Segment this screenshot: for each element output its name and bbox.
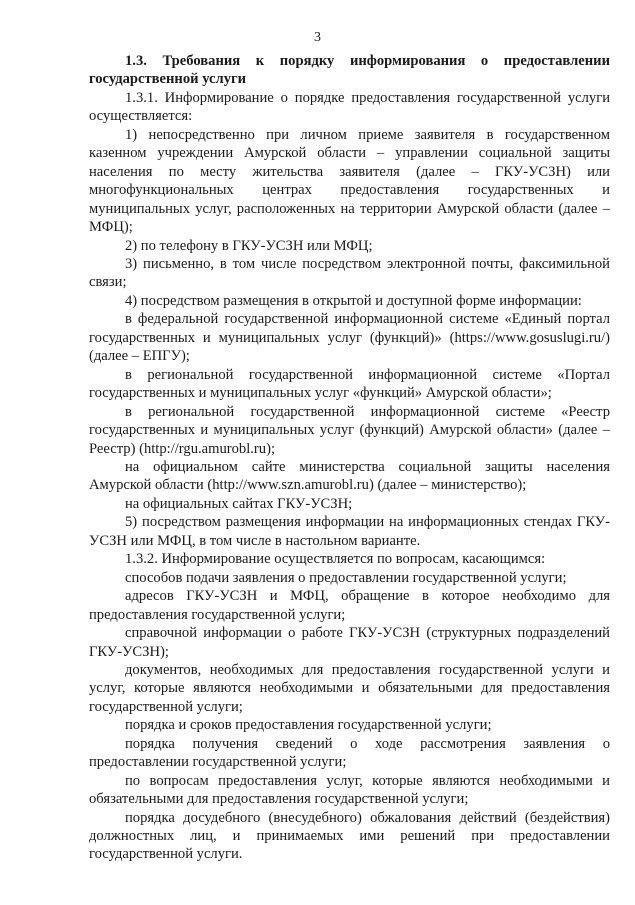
paragraph: 1.3.1. Информирование о порядке предоставления государственной услуги осуществляется: <box>89 89 610 125</box>
paragraph: 5) посредством размещения информации на информационных стендах ГКУ-УСЗН или МФЦ, в том числе в настольном варианте. <box>89 514 610 549</box>
paragraph: в региональной государственной информационной системе «Портал государственных и муниципальных услуг «функций» Амурской области»; <box>89 366 610 402</box>
paragraph: в региональной государственной информационной системе «Реестр государственных и муниципальных услуг (функций) Амурской области» (далее – Реестр) (http://rgu.amurobl.ru); <box>89 403 610 457</box>
paragraph: справочной информации о работе ГКУ-УСЗН (структурных подразделений ГКУ-УСЗН); <box>89 625 610 660</box>
paragraph: 4) посредством размещения в открытой и доступной форме информации: <box>125 292 582 309</box>
paragraph: 1) непосредственно при личном приеме заявителя в государственном казенном учреждении Амурской области – управлении социальной защиты населения по месту жительства заявителя (далее – ГКУ-УСЗН) или многофункциональных центрах предоставления государственных и муниципальных услуг, расположенных на территории Амурской области (далее – МФЦ); <box>89 126 610 236</box>
section-heading: 1.3. Требования к порядку информирования о предоставлении государственной услуги <box>89 53 610 88</box>
paragraph: порядка получения сведений о ходе рассмотрения заявления о предоставлении государственной услуги; <box>89 735 610 771</box>
paragraph: 1.3.2. Информирование осуществляется по вопросам, касающимся: <box>125 551 546 568</box>
document-body <box>89 52 610 864</box>
paragraph: документов, необходимых для предоставления государственной услуги и услуг, которые являются необходимыми и обязательными для предоставления государственной услуги; <box>89 661 610 715</box>
paragraph: способов подачи заявления о предоставлении государственной услуги; <box>125 569 567 586</box>
paragraph: в федеральной государственной информационной системе «Единый портал государственных и муниципальных услуг (функций)» (https://www.gosuslugi.ru/) (далее – ЕПГУ); <box>89 311 610 365</box>
page-number: 3 <box>314 30 321 45</box>
paragraph: 2) по телефону в ГКУ-УСЗН или МФЦ; <box>125 237 373 254</box>
paragraph: порядка и сроков предоставления государственной услуги; <box>125 717 492 734</box>
paragraph: на официальном сайте министерства социальной защиты населения Амурской области (http://www.szn.amurobl.ru) (далее – министерство); <box>89 458 610 494</box>
paragraph: 3) письменно, в том числе посредством электронной почты, факсимильной связи; <box>89 255 610 291</box>
paragraph: на официальных сайтах ГКУ-УСЗН; <box>125 495 353 512</box>
paragraph: адресов ГКУ-УСЗН и МФЦ, обращение в которое необходимо для предоставления государственной услуги; <box>89 588 610 623</box>
paragraph: порядка досудебного (внесудебного) обжалования действий (бездействия) должностных лиц, и принимаемых ими решений при предоставлении государственной услуги. <box>89 809 610 863</box>
paragraph: по вопросам предоставления услуг, которые являются необходимыми и обязательными для предоставления государственной услуги; <box>89 772 610 808</box>
